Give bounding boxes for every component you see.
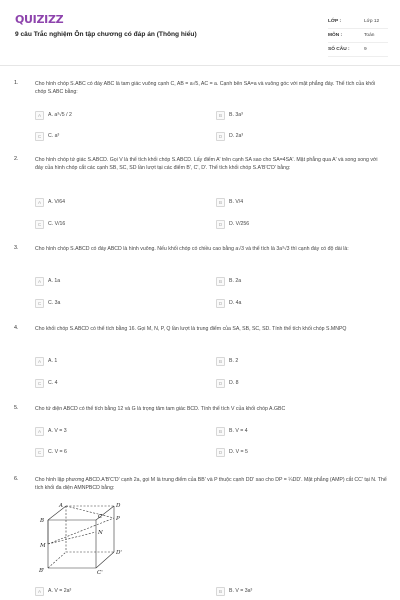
option-text: A. 1a — [48, 278, 61, 284]
quizizz-logo: QUIZIZZ — [15, 13, 64, 26]
figure-label: C — [98, 514, 103, 520]
question-text: Cho hình chóp S.ABC có đáy ABC là tam giác vuông cạnh C, AB = a√5, AC = a. Cạnh bên SA=a và vuông góc với mặt phẳng đáy. Thể tích của khối chóp S.ABC bằng: — [35, 81, 376, 95]
option-text: C. V = 6 — [48, 449, 67, 455]
option-text: B. V = 4 — [229, 428, 248, 434]
option-text: D. 4a — [229, 300, 242, 306]
option-box: C — [35, 132, 44, 141]
option-text: C. 4 — [48, 380, 58, 386]
question-text: Cho khối chóp S.ABCD có thể tích bằng 16. Gọi M, N, P, Q lần lượt là trung điểm của SA, SB, SC, SD. Tính thể tích khối chóp S.MNPQ — [35, 326, 347, 332]
figure-label: B — [40, 518, 45, 524]
question-text: Cho tứ diện ABCD có thể tích bằng 12 và G là trọng tâm tam giác BCD. Tính thể tích V của khối chóp A.GBC — [35, 406, 286, 412]
meta-label: LỚP : — [328, 19, 342, 24]
option-d[interactable] — [216, 446, 248, 458]
option-text: D. 8 — [229, 380, 239, 386]
option-box: C — [35, 299, 44, 308]
option-text: D. V = 5 — [229, 449, 248, 455]
option-b[interactable] — [216, 425, 248, 437]
figure-label: P — [116, 516, 120, 522]
option-text: C. a³ — [48, 133, 60, 139]
option-b[interactable] — [216, 585, 252, 597]
figure-label: M — [40, 543, 46, 549]
option-a[interactable] — [35, 425, 67, 437]
option-c[interactable] — [35, 377, 58, 389]
meta-value: 9 — [364, 47, 367, 52]
option-box: A — [35, 277, 44, 286]
option-a[interactable] — [35, 355, 57, 367]
figure-label: B' — [39, 568, 45, 574]
option-a[interactable] — [35, 109, 72, 121]
option-text: A. V = 2a³ — [48, 588, 72, 594]
option-box: D — [216, 299, 225, 308]
meta-row-class — [328, 15, 388, 29]
option-text: A. 1 — [48, 358, 58, 364]
option-a[interactable] — [35, 196, 65, 208]
option-box: A — [35, 111, 44, 120]
option-box: C — [35, 448, 44, 457]
option-text: A. V/64 — [48, 199, 66, 205]
option-d[interactable] — [216, 130, 243, 142]
option-box: D — [216, 132, 225, 141]
option-box: A — [35, 198, 44, 207]
option-text: B. V = 3a³ — [229, 588, 253, 594]
option-a[interactable] — [35, 275, 60, 287]
meta-row-subject — [328, 29, 388, 43]
option-a[interactable] — [35, 585, 71, 597]
meta-label: MÔN : — [328, 33, 343, 38]
option-box: C — [35, 220, 44, 229]
option-box: D — [216, 448, 225, 457]
option-box: D — [216, 379, 225, 388]
question-text: Cho hình lập phương ABCD.A'B'C'D' cạnh 2a, gọi M là trung điểm của BB' và P thuộc cạnh DD' sao cho DP = ¼DD'. Mặt phẳng (AMP) cắt CC' tại N. Thể tích khối đa diện AMNPBCD bằng: — [35, 477, 387, 491]
option-c[interactable] — [35, 130, 59, 142]
option-text: C. V/16 — [48, 221, 66, 227]
option-text: D. V/256 — [229, 221, 250, 227]
option-box: A — [35, 357, 44, 366]
option-b[interactable] — [216, 275, 241, 287]
option-box: A — [35, 427, 44, 436]
option-box: A — [35, 587, 44, 596]
option-text: B. 2 — [229, 358, 239, 364]
option-text: B. V/4 — [229, 199, 244, 205]
figure-label: D' — [116, 550, 122, 556]
question-text: Cho hình chóp tứ giác S.ABCD. Gọi V là thể tích khối chóp S.ABCD. Lấy điểm A' trên cạnh SA sao cho SA=4SA'. Mặt phẳng qua A' và song song với đáy của hình chóp cắt các cạnh SB, SC, SD lần lượt tại các điểm B', C', D'. Thể tích khối chóp S.A'B'C'D' bằng: — [35, 157, 378, 171]
page-title: 9 câu Trắc nghiệm Ôn tập chương có đáp án (Thông hiểu) — [15, 31, 197, 38]
option-text: C. 3a — [48, 300, 61, 306]
page-header — [0, 0, 400, 66]
figure-label: N — [98, 530, 103, 536]
option-d[interactable] — [216, 377, 239, 389]
option-b[interactable] — [216, 109, 243, 121]
figure-label: C' — [97, 570, 103, 576]
option-box: B — [216, 427, 225, 436]
meta-value: Toán — [364, 33, 375, 38]
option-box: B — [216, 587, 225, 596]
option-box: B — [216, 277, 225, 286]
option-text: B. 2a — [229, 278, 242, 284]
option-text: A. V = 3 — [48, 428, 67, 434]
option-c[interactable] — [35, 446, 67, 458]
meta-table — [328, 15, 388, 57]
question-number: 3. — [14, 245, 19, 251]
cube-figure — [36, 502, 132, 576]
option-d[interactable] — [216, 297, 241, 309]
option-text: D. 2a³ — [229, 133, 244, 139]
option-d[interactable] — [216, 218, 249, 230]
question-number: 1. — [14, 80, 19, 86]
option-box: B — [216, 198, 225, 207]
figure-label: D — [116, 503, 121, 509]
option-c[interactable] — [35, 297, 60, 309]
option-b[interactable] — [216, 196, 243, 208]
option-box: C — [35, 379, 44, 388]
meta-value: Lớp 12 — [364, 19, 380, 24]
option-box: D — [216, 220, 225, 229]
option-c[interactable] — [35, 218, 65, 230]
option-box: B — [216, 357, 225, 366]
option-b[interactable] — [216, 355, 238, 367]
option-text: B. 3a³ — [229, 112, 243, 118]
question-number: 2. — [14, 156, 19, 162]
question-number: 4. — [14, 325, 19, 331]
meta-row-count — [328, 43, 388, 57]
question-number: 5. — [14, 405, 19, 411]
option-box: B — [216, 111, 225, 120]
figure-label: A — [59, 503, 63, 509]
option-text: A. a³√5 / 2 — [48, 112, 72, 118]
meta-label: SỐ CÂU : — [328, 47, 350, 52]
question-text: Cho hình chóp S.ABCD có đáy ABCD là hình vuông. Nếu khối chóp có chiều cao bằng a√3 và thể tích là 3a³√3 thì cạnh đáy có độ dài là: — [35, 246, 349, 252]
question-number: 6. — [14, 476, 19, 482]
